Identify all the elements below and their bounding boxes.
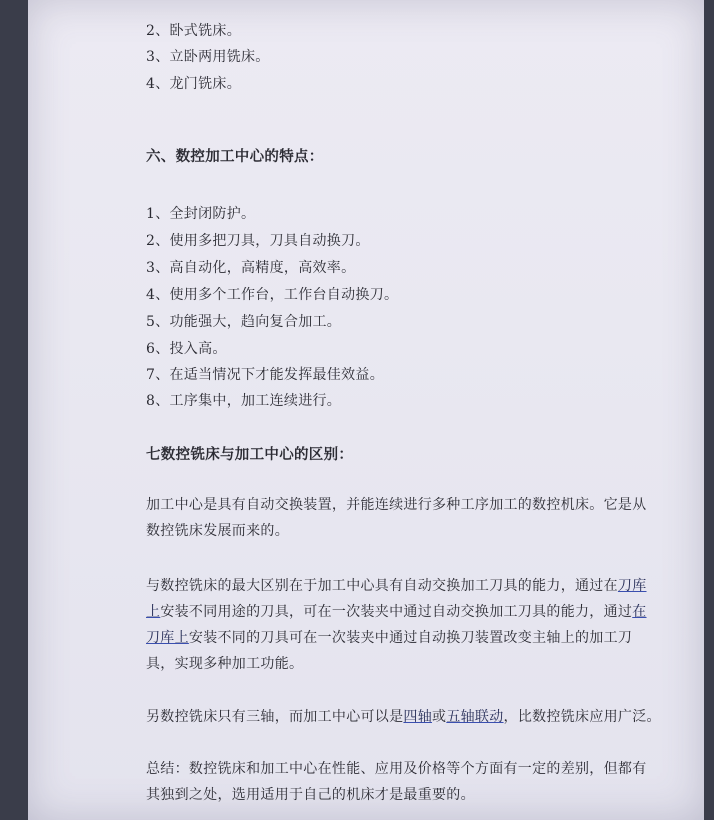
list-item: 2、使用多把刀具，刀具自动换刀。: [146, 233, 370, 249]
paragraph-line: 其独到之处，选用适用于自己的机床才是最重要的。: [146, 787, 475, 803]
paragraph-line: 数控铣床发展而来的。: [146, 523, 289, 539]
list-item: 6、投入高。: [146, 341, 227, 357]
paragraph-line: 具，实现多种加工功能。: [146, 656, 304, 672]
list-item: 3、立卧两用铣床。: [146, 49, 270, 65]
paragraph-line: [146, 627, 632, 647]
list-item: 5、功能强大，趋向复合加工。: [146, 314, 342, 330]
text-run: 另数控铣床只有三轴，而加工中心可以是: [146, 709, 404, 725]
underlined-term: 刀库: [617, 578, 647, 594]
list-item: 7、在适当情况下才能发挥最佳效益。: [146, 367, 385, 383]
paragraph-line: [146, 575, 647, 595]
list-item: 2、卧式铣床。: [146, 23, 242, 39]
paragraph-line: [146, 601, 647, 621]
text-run: 安装不同用途的刀具，可在一次装夹中通过自动交换加工刀具的能力，通过: [160, 604, 633, 620]
document-page: [28, 0, 704, 820]
section-heading: 七数控铣床与加工中心的区别：: [146, 446, 354, 463]
list-item: 4、龙门铣床。: [146, 76, 242, 92]
underlined-term: 四轴: [403, 709, 433, 725]
paragraph-line: [146, 706, 661, 726]
list-item: 1、全封闭防护。: [146, 206, 256, 222]
underlined-term: 刀库上: [146, 630, 189, 646]
underlined-term: 上: [146, 604, 161, 620]
section-heading: 六、数控加工中心的特点：: [146, 148, 324, 165]
text-run: 与数控铣床的最大区别在于加工中心具有自动交换加工刀具的能力，通过在: [146, 578, 618, 594]
paragraph-line: 加工中心是具有自动交换装置，并能连续进行多种工序加工的数控机床。它是从: [146, 497, 647, 513]
underlined-term: 五轴联动: [446, 709, 504, 725]
text-run: 或: [432, 709, 447, 725]
list-item: 8、工序集中，加工连续进行。: [146, 393, 342, 409]
text-run: 安装不同的刀具可在一次装夹中通过自动换刀装置改变主轴上的加工刀: [188, 630, 633, 646]
list-item: 4、使用多个工作台，工作台自动换刀。: [146, 287, 399, 303]
text-run: ，比数控铣床应用广泛。: [503, 709, 661, 725]
paragraph-line: 总结：数控铣床和加工中心在性能、应用及价格等个方面有一定的差别，但都有: [146, 761, 647, 777]
underlined-term: 在: [632, 604, 647, 620]
list-item: 3、高自动化，高精度，高效率。: [146, 260, 356, 276]
